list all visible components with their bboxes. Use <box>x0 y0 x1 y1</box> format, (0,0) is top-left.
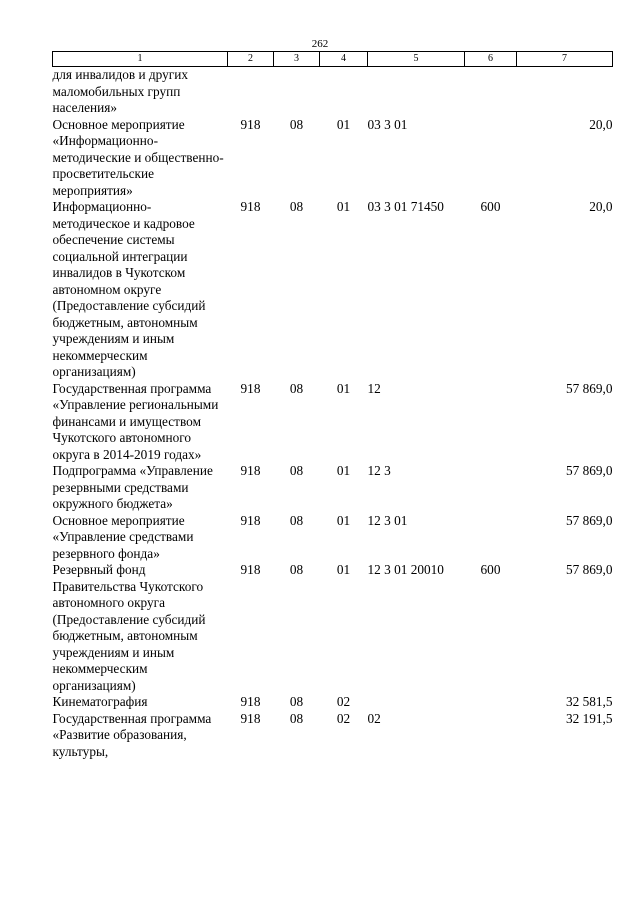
row-code-target: 03 3 01 71450 <box>367 199 444 214</box>
row-code-ministry: 918 <box>240 562 261 577</box>
column-header-1: 1 <box>53 52 228 67</box>
row-code-section: 08 <box>289 116 304 132</box>
row-amount: 32 581,5 <box>565 694 613 709</box>
row-name: Основное мероприятие «Управление средствами резервного фонда» <box>52 512 194 561</box>
row-code-section: 08 <box>289 380 304 396</box>
row-code-expense-type: 600 <box>480 199 501 214</box>
row-code-subsection: 01 <box>336 562 351 577</box>
row-name: Информационно-методическое и кадровое обеспечение системы социальной интеграции инвалидов в Чукотском автономном округе (Предоставление субсидий бюджетным, автономным учреждениям и иным некоммерческим организациям) <box>52 199 206 379</box>
row-code-target: 03 3 01 <box>367 116 408 132</box>
row-code-expense-type <box>465 67 517 117</box>
row-code-section: 08 <box>289 562 304 577</box>
row-code-target: 02 <box>367 710 381 726</box>
row-code-ministry: 918 <box>240 380 261 396</box>
row-code-section: 08 <box>289 463 304 478</box>
column-header-3: 3 <box>274 52 320 67</box>
row-amount: 57 869,0 <box>565 380 613 396</box>
row-amount: 32 191,5 <box>565 710 613 726</box>
column-header-5: 5 <box>368 52 465 67</box>
row-code-expense-type <box>465 694 517 711</box>
row-code-target: 12 <box>367 380 381 396</box>
row-name: Основное мероприятие «Информационно-методические и общественно-просветительские мероприятия» <box>52 116 224 198</box>
row-code-ministry: 918 <box>240 710 261 726</box>
row-code-subsection: 01 <box>336 199 351 214</box>
row-code-section: 08 <box>289 710 304 726</box>
row-amount: 57 869,0 <box>565 562 613 577</box>
column-header-6: 6 <box>465 52 517 67</box>
row-code-subsection: 01 <box>336 116 351 132</box>
row-code-target <box>368 694 465 711</box>
table-row <box>53 117 613 200</box>
row-name: Подпрограмма «Управление резервными средствами окружного бюджета» <box>52 463 213 511</box>
row-name: Кинематография <box>52 694 148 709</box>
table-row <box>53 463 613 513</box>
row-code-ministry: 918 <box>240 512 261 528</box>
row-code-expense-type <box>465 463 517 513</box>
row-amount: 20,0 <box>589 116 613 132</box>
row-name: Государственная программа «Управление региональными финансами и имуществом Чукотского автономного округа в 2014-2019 годах» <box>52 380 219 462</box>
page-number: 262 <box>311 38 329 50</box>
row-code-target: 12 3 01 <box>367 512 408 528</box>
row-code-expense-type <box>465 117 517 200</box>
table-row <box>53 199 613 381</box>
row-code-section: 08 <box>289 199 304 214</box>
row-amount: 57 869,0 <box>565 463 613 478</box>
budget-table <box>52 51 613 760</box>
row-code-subsection: 01 <box>336 512 351 528</box>
column-number-header <box>53 52 613 67</box>
row-amount: 57 869,0 <box>565 512 613 528</box>
row-code-subsection: 02 <box>336 694 351 709</box>
row-code-subsection: 01 <box>336 463 351 478</box>
column-header-4: 4 <box>320 52 368 67</box>
row-code-ministry: 918 <box>240 463 261 478</box>
row-code-expense-type <box>465 513 517 563</box>
row-code-subsection: 01 <box>336 380 351 396</box>
row-code-subsection <box>320 67 368 117</box>
table-row <box>53 381 613 464</box>
row-code-ministry: 918 <box>240 116 261 132</box>
row-amount: 20,0 <box>589 199 613 214</box>
row-code-target: 12 3 01 20010 <box>367 562 444 577</box>
row-code-ministry: 918 <box>240 694 261 709</box>
row-code-target: 12 3 <box>367 463 391 478</box>
table-row <box>53 562 613 694</box>
column-header-7: 7 <box>517 52 613 67</box>
table-row <box>53 711 613 761</box>
row-code-section: 08 <box>289 512 304 528</box>
row-code-ministry: 918 <box>240 199 261 214</box>
column-header-2: 2 <box>228 52 274 67</box>
row-code-section <box>274 67 320 117</box>
row-name: Резервный фонд Правительства Чукотского автономного округа (Предоставление субсидий бюджетным, автономным учреждениям и иным некоммерческим организациям) <box>52 562 206 693</box>
table-row <box>53 694 613 711</box>
row-code-expense-type: 600 <box>480 562 501 577</box>
row-code-target <box>368 67 465 117</box>
row-name: Государственная программа «Развитие образования, культуры, <box>52 710 212 759</box>
row-code-ministry <box>228 67 274 117</box>
row-code-expense-type <box>465 381 517 464</box>
row-code-section: 08 <box>289 694 304 709</box>
row-name: для инвалидов и других маломобильных групп населения» <box>52 67 189 115</box>
row-code-expense-type <box>465 711 517 761</box>
table-row <box>53 67 613 117</box>
row-amount <box>517 67 613 117</box>
row-code-subsection: 02 <box>336 710 351 726</box>
table-row <box>53 513 613 563</box>
